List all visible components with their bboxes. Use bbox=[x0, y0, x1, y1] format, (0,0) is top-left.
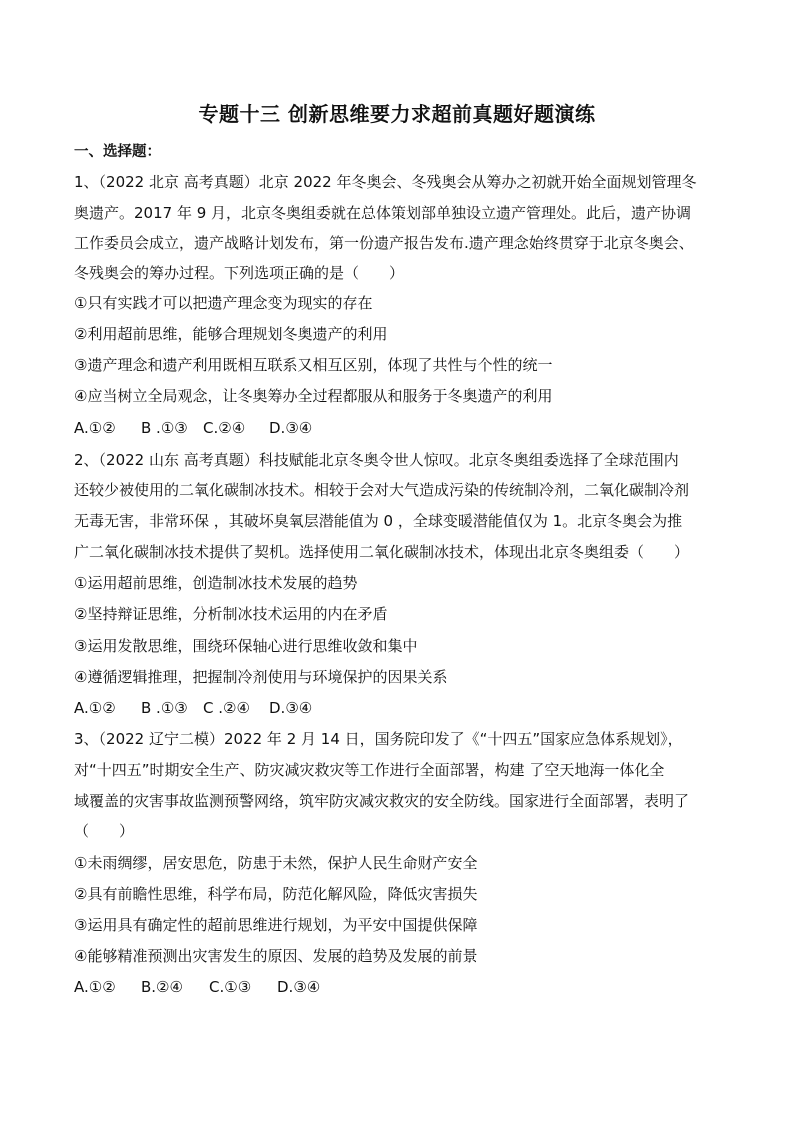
page-title: 专题十三 创新思维要力求超前真题好题演练 bbox=[198, 102, 596, 126]
question-2-option-3: ③运用发散思维，围绕环保轴心进行思维收敛和集中 bbox=[74, 637, 418, 655]
answer-b: B .①③ bbox=[141, 699, 188, 717]
question-3-line-3: 域覆盖的灾害事故监测预警网络，筑牢防灾减灾救灾的安全防线。国家进行全面部署，表明了 bbox=[74, 792, 690, 810]
section-heading: 一、选择题： bbox=[74, 144, 161, 160]
question-1-line-4: 冬残奥会的筹办过程。下列选项正确的是（ ） bbox=[74, 264, 405, 282]
question-1-line-2: 奥遗产。2017 年 9 月，北京冬奥组委就在总体策划部单独设立遗产管理处。此后，遗产协调 bbox=[74, 204, 692, 222]
question-2-line-2: 还较少被使用的二氧化碳制冰技术。相较于会对大气造成污染的传统制冷剂，二氧化碳制冷剂 bbox=[74, 481, 690, 499]
question-2-line-4: 广二氧化碳制冰技术提供了契机。选择使用二氧化碳制冰技术，体现出北京冬奥组委（ ） bbox=[74, 543, 690, 561]
question-3-option-3: ③运用具有确定性的超前思维进行规划，为平安中国提供保障 bbox=[74, 916, 478, 934]
question-3-answers bbox=[74, 977, 724, 997]
answer-c: C.①③ bbox=[209, 978, 252, 996]
question-1-option-1: ①只有实践才可以把遗产理念变为现实的存在 bbox=[74, 294, 373, 312]
question-2-answers bbox=[74, 698, 724, 718]
question-3-option-2: ②具有前瞻性思维，科学布局，防范化解风险，降低灾害损失 bbox=[74, 885, 478, 903]
question-3-line-1: 3、（2022 辽宁二模）2022 年 2 月 14 日，国务院印发了《“十四五”国家应急体系规划》， bbox=[74, 730, 683, 748]
answer-d: D.③④ bbox=[269, 699, 313, 717]
question-3-line-4: （ ） bbox=[74, 822, 135, 840]
answer-b: B.②④ bbox=[141, 978, 183, 996]
question-1-line-1: 1、（2022 北京 高考真题）北京 2022 年冬奥会、冬残奥会从筹办之初就开始全面规划管理冬 bbox=[74, 173, 697, 191]
question-3-option-1: ①未雨绸缪，居安思危，防患于未然，保护人民生命财产安全 bbox=[74, 854, 478, 872]
answer-a: A.①② bbox=[74, 419, 116, 437]
question-1-option-3: ③遗产理念和遗产利用既相互联系又相互区别，体现了共性与个性的统一 bbox=[74, 356, 553, 374]
question-2-option-2: ②坚持辩证思维，分析制冰技术运用的内在矛盾 bbox=[74, 605, 388, 623]
answer-a: A.①② bbox=[74, 699, 116, 717]
question-1-line-3: 工作委员会成立，遗产战略计划发布，第一份遗产报告发布.遗产理念始终贯穿于北京冬奥会、 bbox=[74, 234, 694, 252]
question-2-line-1: 2、（2022 山东 高考真题）科技赋能北京冬奥令世人惊叹。北京冬奥组委选择了全球范围内 bbox=[74, 451, 679, 469]
answer-d: D.③④ bbox=[269, 419, 313, 437]
question-2-option-4: ④遵循逻辑推理，把握制冷剂使用与环境保护的因果关系 bbox=[74, 668, 448, 686]
answer-b: B .①③ bbox=[141, 419, 188, 437]
question-2-option-1: ①运用超前思维，创造制冰技术发展的趋势 bbox=[74, 574, 358, 592]
answer-d: D.③④ bbox=[277, 978, 321, 996]
answer-c: C .②④ bbox=[203, 699, 250, 717]
question-1-option-2: ②利用超前思维，能够合理规划冬奥遗产的利用 bbox=[74, 325, 388, 343]
question-3-option-4: ④能够精准预测出灾害发生的原因、发展的趋势及发展的前景 bbox=[74, 947, 478, 965]
question-1-answers bbox=[74, 418, 724, 438]
question-2-line-3: 无毒无害，非常环保 ，其破坏臭氧层潜能值为 0 ，全球变暖潜能值仅为 1。北京冬奥会为推 bbox=[74, 512, 683, 530]
question-3-line-2: 对“十四五”时期安全生产、防灾减灾救灾等工作进行全面部署，构建 了空天地海一体化全 bbox=[74, 761, 665, 779]
answer-c: C.②④ bbox=[203, 419, 246, 437]
question-1-option-4: ④应当树立全局观念，让冬奥筹办全过程都服从和服务于冬奥遗产的利用 bbox=[74, 387, 553, 405]
answer-a: A.①② bbox=[74, 978, 116, 996]
